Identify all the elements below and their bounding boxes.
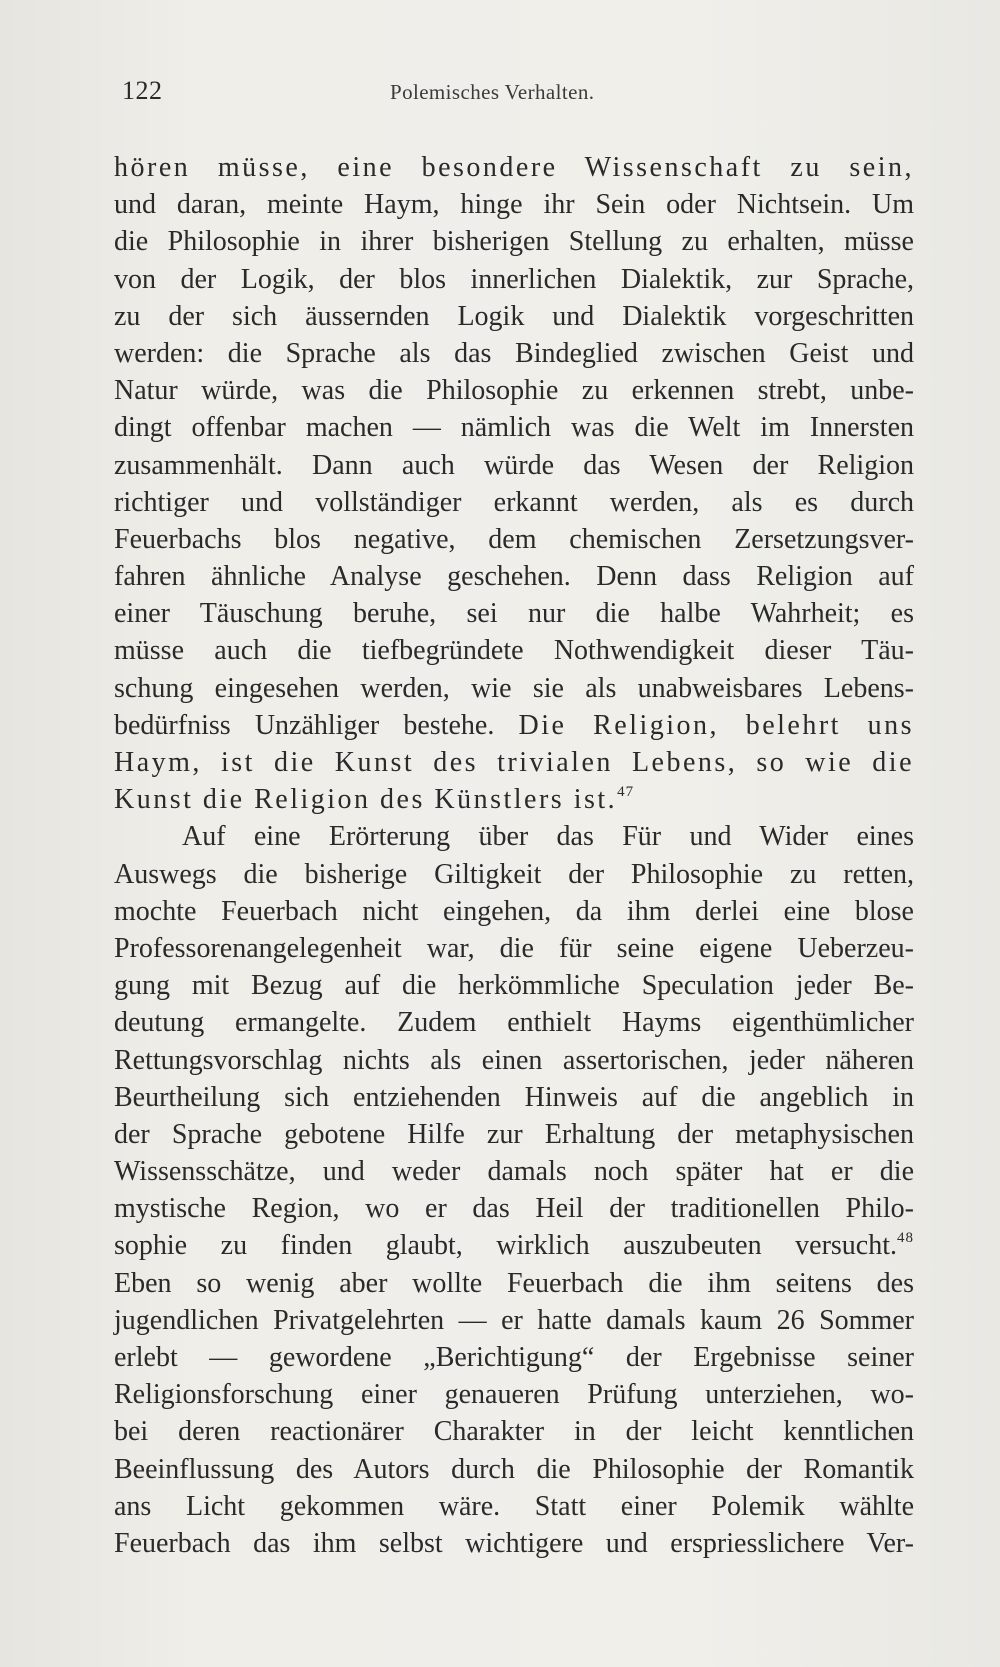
text-line-with-footnote (114, 1227, 914, 1264)
text-line: und daran, meinte Haym, hinge ihr Sein oder Nichtsein. Um (114, 189, 914, 221)
text-line: deutung ermangelte. Zudem enthielt Hayms eigenthümlicher (114, 1007, 914, 1039)
text-line: müsse auch die tiefbegründete Nothwendigkeit dieser Täu- (114, 635, 914, 667)
text-line: Beurtheilung sich entziehenden Hinweis auf die angeblich in (114, 1081, 914, 1113)
text-segment: sophie zu finden glaubt, wirklich auszubeuten versucht. (114, 1230, 897, 1262)
running-head: Polemisches Verhalten. (390, 80, 595, 104)
body-text (114, 149, 914, 1562)
text-line: Feuerbachs blos negative, dem chemischen Zersetzungsver- (114, 523, 914, 555)
text-line: Auswegs die bisherige Giltigkeit der Philosophie zu retten, (114, 858, 914, 890)
page-header (122, 76, 910, 116)
text-line: schung eingesehen werden, wie sie als unabweisbares Lebens- (114, 672, 914, 704)
spaced-text-segment: Kunst die Religion des Künstlers ist. (114, 784, 618, 816)
text-line: werden: die Sprache als das Bindeglied zwischen Geist und (114, 337, 914, 369)
text-line: zu der sich äussernden Logik und Dialektik vorgeschritten (114, 300, 914, 332)
text-line: Religionsforschung einer genaueren Prüfung unterziehen, wo- (114, 1379, 914, 1411)
text-line: mochte Feuerbach nicht eingehen, da ihm derlei eine blose (114, 895, 914, 927)
footnote-reference: 47 (617, 784, 635, 801)
text-line: zusammenhält. Dann auch würde das Wesen der Religion (114, 449, 914, 481)
text-line: einer Täuschung beruhe, sei nur die halbe Wahrheit; es (114, 598, 914, 630)
text-line: Wissensschätze, und weder damals noch später hat er die (114, 1156, 914, 1188)
text-line: hören müsse, eine besondere Wissenschaft zu sein, (114, 152, 914, 183)
spaced-text-segment: Die Religion, belehrt uns (518, 709, 914, 741)
text-line: jugendlichen Privatgelehrten — er hatte damals kaum 26 Sommer (114, 1304, 914, 1336)
text-line: mystische Region, wo er das Heil der traditionellen Philo- (114, 1193, 914, 1225)
text-segment: bedürfniss Unzähliger bestehe. (114, 709, 495, 741)
text-line: der Sprache gebotene Hilfe zur Erhaltung der metaphysischen (114, 1118, 914, 1150)
footnote-reference: 48 (897, 1230, 914, 1247)
text-line: ans Licht gekommen wäre. Statt einer Polemik wählte (114, 1490, 914, 1522)
text-line: Rettungsvorschlag nichts als einen assertorischen, jeder näheren (114, 1044, 914, 1076)
text-line: Haym, ist die Kunst des trivialen Lebens, so wie die (114, 747, 914, 778)
text-line: Natur würde, was die Philosophie zu erkennen strebt, unbe- (114, 375, 914, 407)
text-line: Eben so wenig aber wollte Feuerbach die ihm seitens des (114, 1267, 914, 1299)
text-line: erlebt — gewordene „Berichtigung“ der Ergebnisse seiner (114, 1342, 914, 1373)
text-line: Beeinflussung des Autors durch die Philosophie der Romantik (114, 1453, 914, 1485)
text-line-with-footnote (114, 781, 914, 818)
text-line: richtiger und vollständiger erkannt werden, als es durch (114, 486, 914, 518)
text-line: dingt offenbar machen — nämlich was die Welt im Innersten (114, 412, 914, 444)
text-line-mixed (114, 707, 914, 744)
text-line: bei deren reactionärer Charakter in der leicht kenntlichen (114, 1416, 914, 1448)
text-line: Professorenangelegenheit war, die für seine eigene Ueberzeu- (114, 932, 914, 964)
text-line: Auf eine Erörterung über das Für und Wider eines (182, 821, 914, 853)
text-line: fahren ähnliche Analyse geschehen. Denn dass Religion auf (114, 561, 914, 593)
page-number: 122 (122, 76, 163, 105)
text-line: gung mit Bezug auf die herkömmliche Speculation jeder Be- (114, 970, 914, 1002)
text-line: die Philosophie in ihrer bisherigen Stellung zu erhalten, müsse (114, 226, 914, 258)
text-line: Feuerbach das ihm selbst wichtigere und erspriesslichere Ver- (114, 1527, 914, 1559)
text-line: von der Logik, der blos innerlichen Dialektik, zur Sprache, (114, 263, 914, 295)
